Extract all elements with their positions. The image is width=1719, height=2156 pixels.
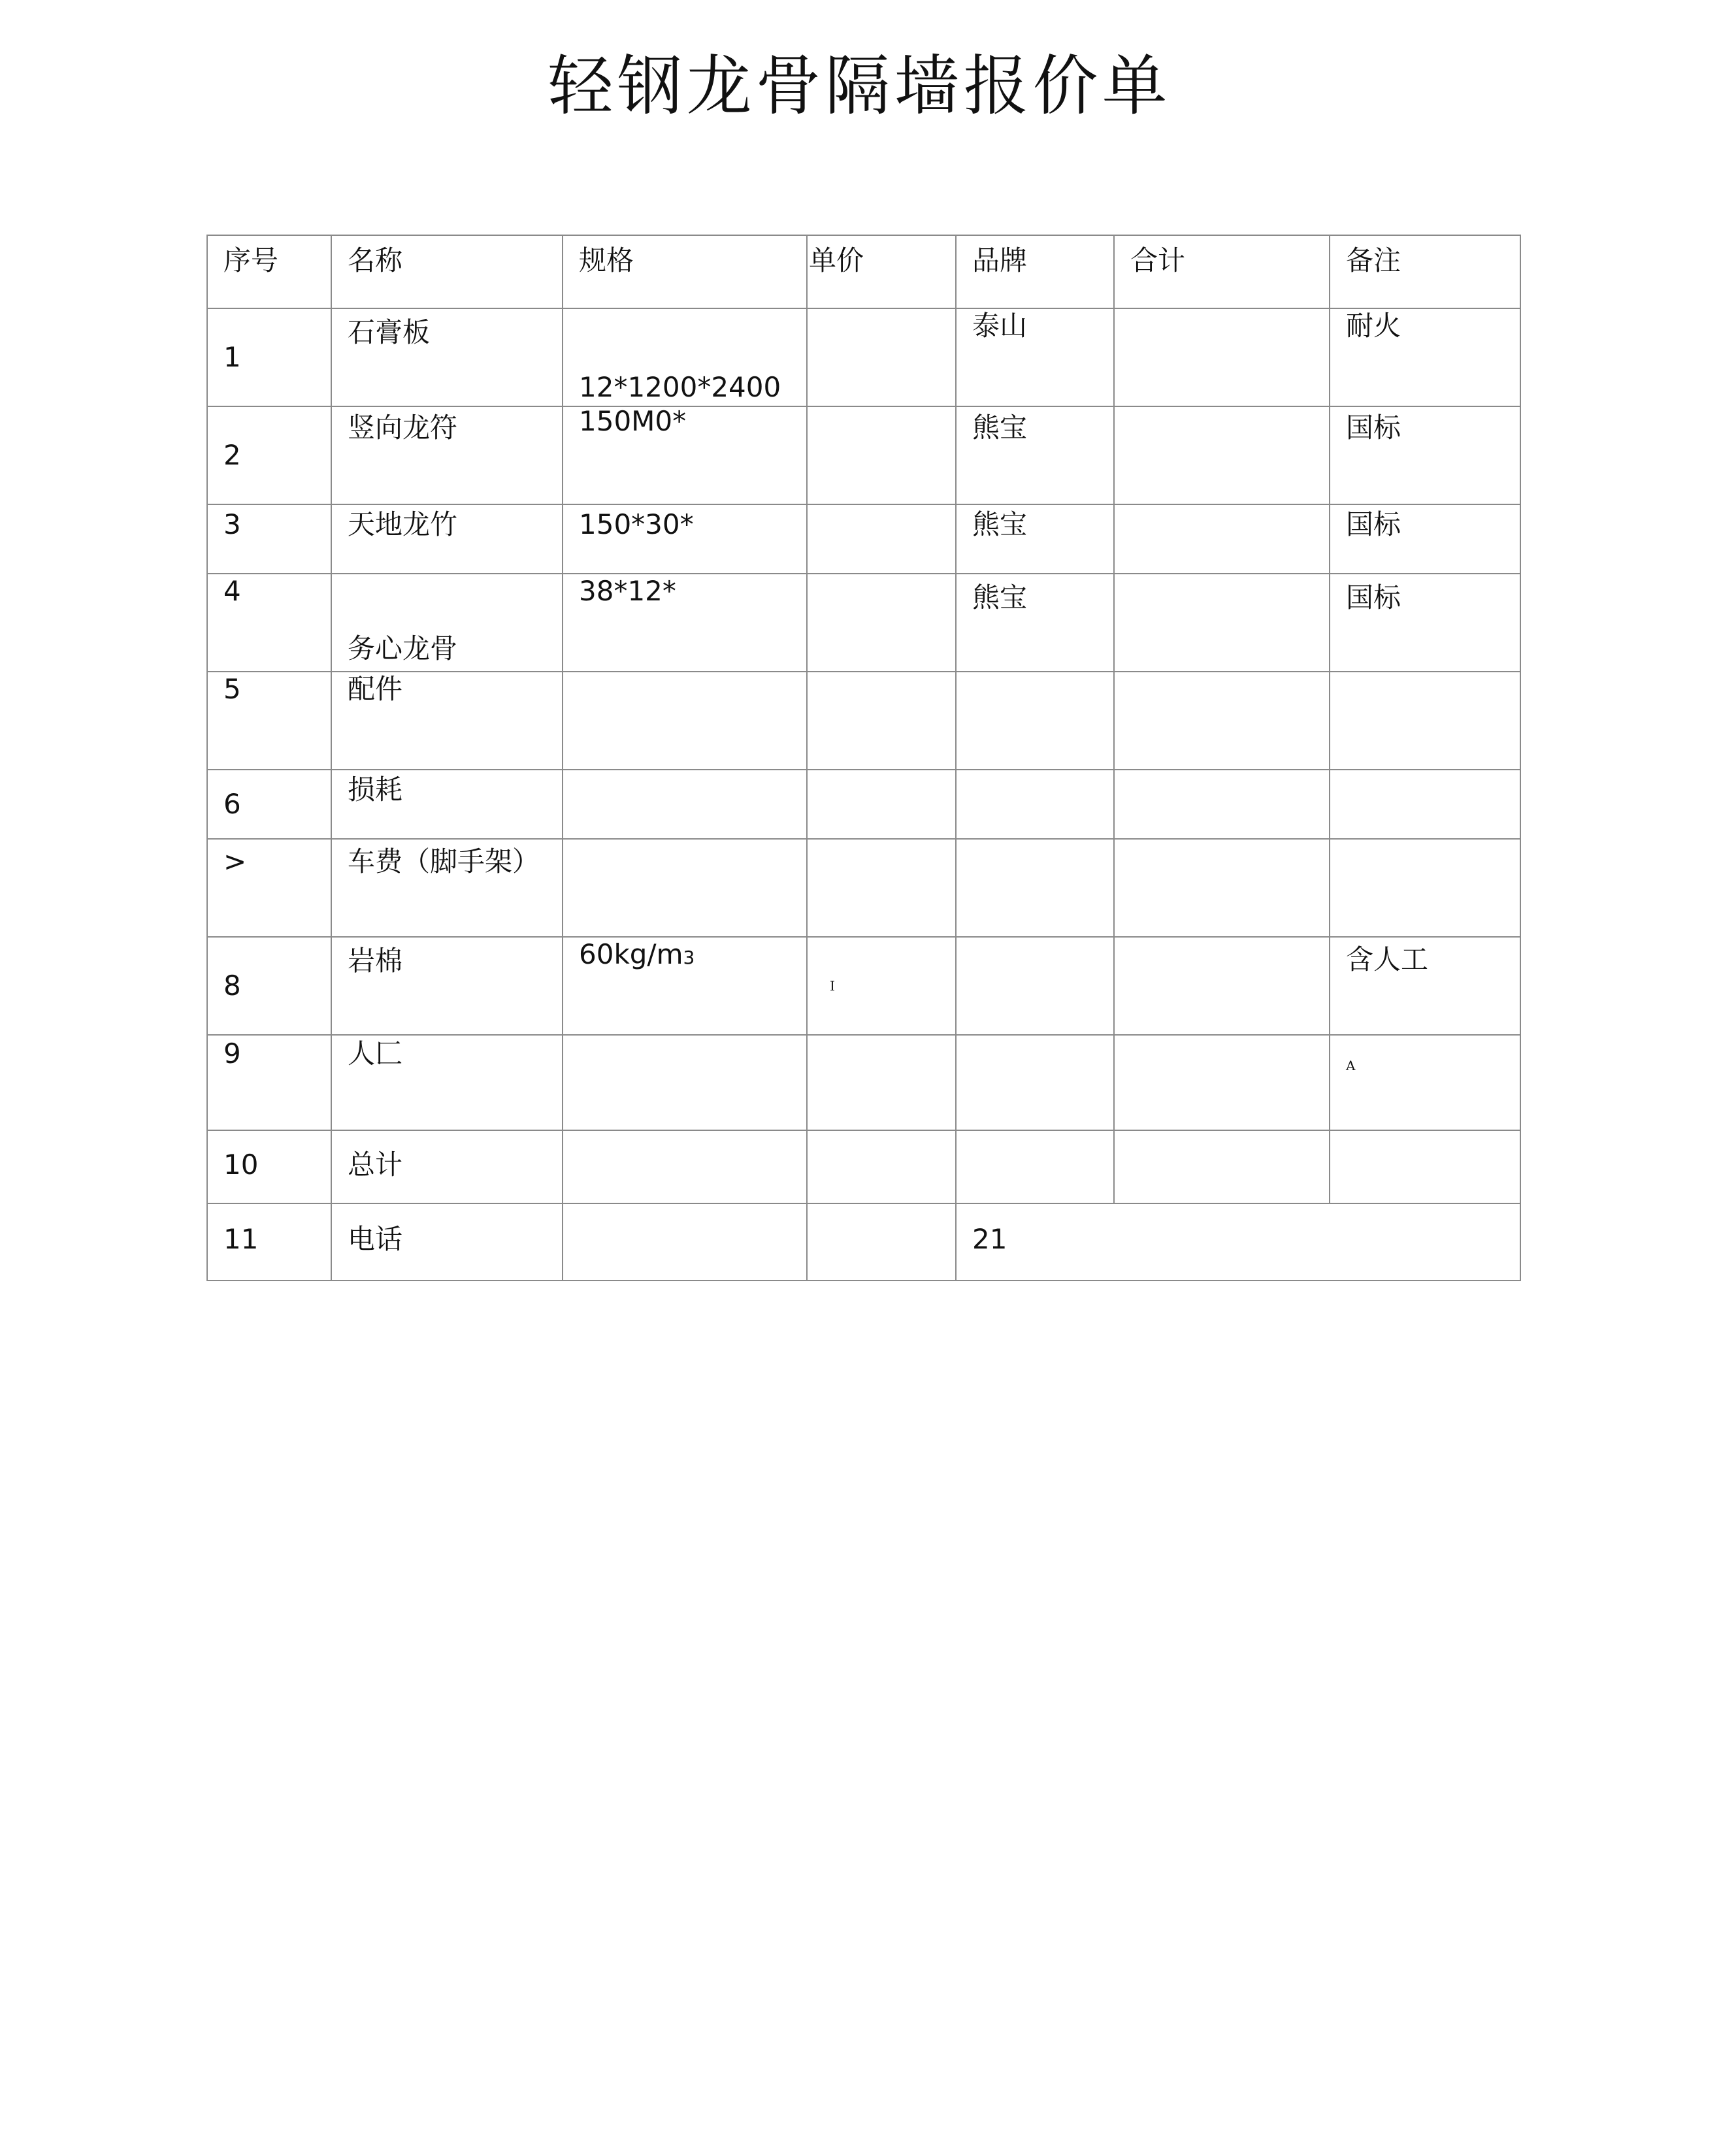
cell-total — [1114, 1130, 1330, 1203]
cell-brand: 熊宝 — [956, 504, 1114, 574]
header-cell-name: 名称 — [331, 235, 563, 308]
cell-spec: 38*12* — [563, 574, 807, 672]
cell-brand — [956, 770, 1114, 839]
cell-total — [1114, 574, 1330, 672]
table-row — [207, 839, 1520, 937]
cell-note — [1330, 770, 1520, 839]
cell-spec — [563, 1035, 807, 1130]
table-row — [207, 406, 1520, 504]
cell-no: 10 — [207, 1130, 331, 1203]
cell-note: 国标 — [1330, 574, 1520, 672]
cell-name: 石膏板 — [331, 308, 563, 406]
cell-total — [1114, 839, 1330, 937]
cell-no: 6 — [207, 770, 331, 839]
table-row — [207, 672, 1520, 770]
header-cell-no: 序号 — [207, 235, 331, 308]
cell-no: 5 — [207, 672, 331, 770]
cell-brand — [956, 672, 1114, 770]
cell-no: 1 — [207, 308, 331, 406]
cell-brand — [956, 937, 1114, 1035]
header-cell-spec: 规格 — [563, 235, 807, 308]
table-row — [207, 1035, 1520, 1130]
cell-price — [807, 672, 956, 770]
cell-spec: 12*1200*2400 — [563, 308, 807, 406]
cell-no: 11 — [207, 1203, 331, 1281]
header-cell-price: 单价 — [807, 235, 956, 308]
cell-price — [807, 308, 956, 406]
cell-spec — [563, 672, 807, 770]
cell-note — [1330, 839, 1520, 937]
cell-spec — [563, 770, 807, 839]
cell-brand — [956, 839, 1114, 937]
cell-no: 8 — [207, 937, 331, 1035]
cell-spec: 150*30* — [563, 504, 807, 574]
cell-price — [807, 406, 956, 504]
cell-brand: 泰山 — [956, 308, 1114, 406]
cell-brand — [956, 1130, 1114, 1203]
cell-name: 天地龙竹 — [331, 504, 563, 574]
table-row — [207, 770, 1520, 839]
cell-name: 人匚 — [331, 1035, 563, 1130]
quote-table — [206, 235, 1521, 1281]
cell-note — [1330, 1130, 1520, 1203]
table-row — [207, 937, 1520, 1035]
cell-name: 车费（脚手架） — [331, 839, 563, 937]
cell-no: 9 — [207, 1035, 331, 1130]
cell-no: 3 — [207, 504, 331, 574]
cell-spec: 150M0* — [563, 406, 807, 504]
cell-total — [1114, 672, 1330, 770]
cell-name: 竖向龙符 — [331, 406, 563, 504]
cell-total — [1114, 308, 1330, 406]
table-row — [207, 1130, 1520, 1203]
cell-note: A — [1330, 1035, 1520, 1130]
cell-note: 含人工 — [1330, 937, 1520, 1035]
cell-note: 国标 — [1330, 504, 1520, 574]
cell-total — [1114, 937, 1330, 1035]
cell-price — [807, 1203, 956, 1281]
cell-name: 务心龙骨 — [331, 574, 563, 672]
cell-total — [1114, 770, 1330, 839]
cell-spec — [563, 1130, 807, 1203]
page-title: 轻钢龙骨隔墙报价单 — [548, 48, 1171, 124]
cell-brand: 熊宝 — [956, 406, 1114, 504]
cell-price — [807, 1130, 956, 1203]
cell-name: 电话 — [331, 1203, 563, 1281]
table-row — [207, 1203, 1520, 1281]
header-cell-note: 备注 — [1330, 235, 1520, 308]
cell-name: 总计 — [331, 1130, 563, 1203]
cell-name: 配件 — [331, 672, 563, 770]
cell-brand: 熊宝 — [956, 574, 1114, 672]
cell-name: 岩棉 — [331, 937, 563, 1035]
cell-spec: 60kg/m3 — [563, 937, 807, 1035]
cell-price — [807, 770, 956, 839]
table-row — [207, 504, 1520, 574]
cell-spec — [563, 839, 807, 937]
cell-total — [1114, 406, 1330, 504]
header-cell-brand: 品牌 — [956, 235, 1114, 308]
cell-note: 耐火 — [1330, 308, 1520, 406]
table-row — [207, 574, 1520, 672]
cell-note: 国标 — [1330, 406, 1520, 504]
cell-phone-number: 21 — [956, 1203, 1520, 1281]
cell-no: 2 — [207, 406, 331, 504]
header-cell-total: 合计 — [1114, 235, 1330, 308]
cell-price — [807, 574, 956, 672]
cell-spec — [563, 1203, 807, 1281]
cell-total — [1114, 1035, 1330, 1130]
table-row — [207, 308, 1520, 406]
cell-no: 4 — [207, 574, 331, 672]
cell-brand — [956, 1035, 1114, 1130]
cell-no: > — [207, 839, 331, 937]
cell-name: 损耗 — [331, 770, 563, 839]
cell-price — [807, 1035, 956, 1130]
cell-total — [1114, 504, 1330, 574]
cell-price: I — [807, 937, 956, 1035]
cell-price — [807, 839, 956, 937]
cell-price — [807, 504, 956, 574]
table-header-row — [207, 235, 1520, 308]
cell-note — [1330, 672, 1520, 770]
